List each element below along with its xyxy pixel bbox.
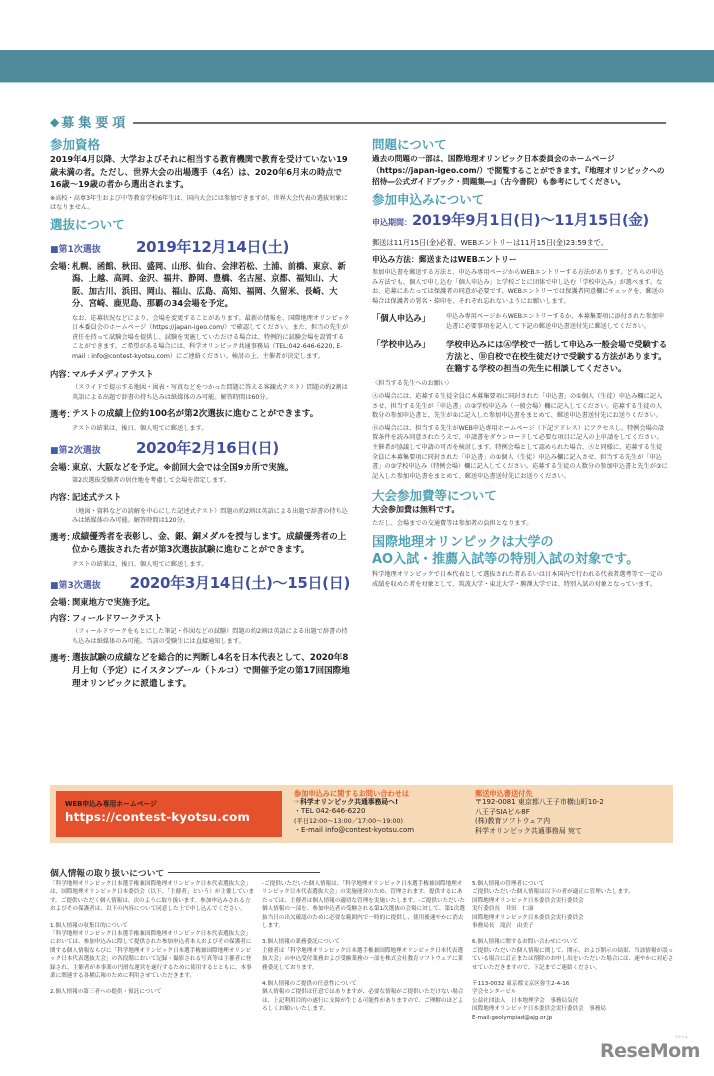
school-application: 「学校申込み」 学校申込みにはⒶ学校で一括して申込み一般会場で受験する方法と、Ⓑ自校で在校生徒だけで受験する方法があります。在籍する学校の担当の先生に相談してください。 xyxy=(372,338,668,374)
privacy-header xyxy=(50,866,320,879)
privacy-section-2-head: 2.個人情報の第三者への提供・預託について xyxy=(50,989,162,996)
privacy-column-2 xyxy=(262,880,467,1022)
privacy-column-3 xyxy=(472,880,677,1030)
inquiry-email[interactable]: ・E-mail info@contest-kyotsu.com xyxy=(294,826,415,834)
application-period: 申込期間： 2019年9月1日(日)〜11月15日(金) xyxy=(372,209,668,230)
round1-venue: 会場： 札幌、函館、秋田、盛岡、山形、仙台、会津若松、土浦、前橋、東京、新潟、上越、高岡、金沢、福井、静岡、豊橋、名古屋、京都、福知山、大阪、加古川、浜田、岡山、福山、広島、高知、福岡、久留米、長崎、大分、宮崎、鹿児島、那覇の34会場を予定。 xyxy=(50,260,346,309)
mailing-line: 八王子SIAビル8F xyxy=(475,807,530,816)
round1-judge: 選考： テストの成績上位約100名が第2次選抜に進むことができます。 xyxy=(50,409,319,420)
round1-marker: ■第1次選抜 xyxy=(50,244,101,255)
fees-body: 大会参加費は無料です。 xyxy=(372,505,460,515)
top-banner xyxy=(0,50,714,83)
privacy-section-6: 6.個人情報に関するお問い合わせについて ご提供いただいた個人情報に関して、開示、および開示の結果、当該情報が誤っている場合に訂正または削除のお申し出をいただいた場合には、速やかに対応させていただきますので、下記までご連絡ください。 xyxy=(472,939,674,971)
page-title: 募集要項 xyxy=(61,116,130,131)
logo-ruby: リセマム xyxy=(674,1035,688,1039)
privacy-address: 〒113-0032 東京都文京区弥生2-4-16 学会センタービル 公益社団法人 日本地理学会 事務局気付 国際地理オリンピック日本委員会実行委員会 事務局 E-mail:geolympiad@ajg.or.jp xyxy=(472,980,677,1022)
page-header xyxy=(50,112,666,131)
round3-venue: 会場： 関東地方で実施予定。 xyxy=(50,597,155,608)
individual-application: 「個人申込み」 申込み専用ページからWEBエントリーするか、本募集要項に添付された参加申込書に必要事項を記入して下記の郵送申込書送付先に郵送してください。 xyxy=(372,313,665,330)
fees-heading: 大会参加費等について xyxy=(372,488,497,504)
round2-date: 2020年2月16日(日) xyxy=(136,438,279,457)
round2-marker: ■第2次選抜 xyxy=(50,445,101,456)
privacy-section-5: 5.個人情報の管理者について ご提供いただいた個人情報は以下の者が適正に管理いたします。 国際地理オリンピック日本委員会実行委員会 実行委員長 井田 仁康 国際地理オリンピック日本委員会実行委員会 事務局長 滝沢 由美子 xyxy=(472,881,634,930)
mailing-line: 〒192-0081 東京都八王子市横山町10-2 xyxy=(475,798,604,806)
mailing-heading: 郵送申込書送付先 xyxy=(475,789,533,798)
problems-heading: 問題について xyxy=(372,137,447,152)
teacher-request-heading: 〈担当する先生へのお願い〉 xyxy=(372,380,453,388)
inquiry-heading: 参加申込みに関するお問い合わせは xyxy=(294,789,410,798)
method-heading: 申込み方法：郵送またはWEBエントリー xyxy=(372,254,517,264)
privacy-section-3: 3.個人情報の業務委託について 主催者は「科学地理オリンピック日本選手権兼国際地理オリンピック日本代表選抜大会」の申込受付業務および受験業務の一部を株式会社教育ソフトウェアに業務委託しております。 xyxy=(262,939,464,971)
round1-date: 2019年12月14日(土) xyxy=(136,237,290,256)
web-application-url[interactable]: https://contest-kyotsu.com xyxy=(65,810,250,824)
round3-header xyxy=(50,572,350,593)
admissions-body: 科学地理オリンピックで日本代表として選抜された者あるいは日本国内で行われる代表者選考等で一定の成績を収めた者を対象として、筑波大学・東北大学・駒澤大学では、特別入試の対象となっています。 xyxy=(372,571,663,589)
round3-content: 内容： フィールドワークテスト xyxy=(50,612,163,623)
application-heading: 参加申込みについて xyxy=(372,191,485,207)
deadline-note: 郵送は11月15日(金)必着、WEBエントリーは11月15日(金)23:59まで。 xyxy=(372,237,608,250)
problems-body: 過去の問題の一部は、国際地理オリンピック日本委員会のホームページ（https://japan-igeo.com/）で閲覧することができます。『地理オリンピックへの招待―公式ガイドブック・問題集―』（古今書院）も参考にしてください。 xyxy=(372,154,665,186)
round3-content-note: （フィールドワークをもとにした筆記・作図などの試験）問題の約2割は英語による出題で辞書の持ち込みは紙媒体のみ可能。当該の受験生には直接通知します。 xyxy=(72,628,348,645)
web-application-box[interactable] xyxy=(56,791,282,837)
inquiry-block xyxy=(294,789,434,836)
mailing-line: (株)教育ソフトウェア内 xyxy=(475,817,551,825)
privacy-section-1: 1.個人情報の収集目的について 「科学地理オリンピック日本選手権兼国際地理オリンピック日本代表選抜大会」においては、参加申込みに際して提供された参加申込者本人およびその保護者に関する個人情報ならびに「科学地理オリンピック日本選手権兼国際地理オリンピック日本代表選抜大会」の各段階において記録・撮影される写真等は主催者に登録され、主催者が本事業の円滑な運営を遂行するために使用するとともに、本事業に関連する各種広報のために利用させていただきます。 xyxy=(50,922,252,980)
teacher-request-a: Ⓐの場合には、応募する生徒全員に本募集要項に同封された「申込書」の①個人（生徒）申込み欄に記入させ、担当する先生が「申込書」の②学校申込み（一般会場）欄に記入してください。応募する生徒の人数分の参加申込書と、先生が②に記入した参加申込書をまとめて、郵送申込書送付先にお送りください。 xyxy=(372,393,663,420)
header-rule xyxy=(133,122,666,124)
round2-header xyxy=(50,437,350,458)
round3-marker: ■第3次選抜 xyxy=(50,581,101,592)
admissions-heading-1: 国際地理オリンピックは大学の xyxy=(372,535,554,551)
round2-judge-note: テストの結果は、後日、個人宛てに郵送します。 xyxy=(72,560,208,568)
round1-venue-note: なお、応募状況などにより、会場を変更することがあります。最新の情報を、国際地理オリンピック日本委員会のホームページ（https://japan-igeo.com/）で確認してください。また、担当の先生が責任を持って試験会場を提供し、試験を実施していただける場合は、特例的に試験会場を設置することができます。ご希望がある場合には、科学オリンピック共通事務局（TEL:042-646-6220, E-mail : info@contest-kyotsu.com）にご連絡ください。検討の上、主催者が決定します。 xyxy=(72,314,350,361)
mailing-line: 科学オリンピック共通事務局 宛て xyxy=(475,826,582,835)
eligibility-body: 2019年4月以降、大学およびそれに相当する教育機関で教育を受けていない19歳未満の者。ただし、世界大会の出場選手（4名）は、2020年6月末の時点で16歳〜19歳の者から選出されます。 xyxy=(50,154,348,189)
web-application-label: WEB申込み専用ホームページ xyxy=(65,800,157,808)
left-column xyxy=(50,134,350,691)
mailing-address-block xyxy=(475,789,665,836)
privacy-section-4: 4.個人情報のご提供の任意性について 個人情報のご提供は任意ではありますが、必要な情報がご提供いただけない場合は、上記利用目的の遂行に支障が生じる可能性がありますので、ご理解のほどよろしくお願いいたします。 xyxy=(262,981,464,1013)
round2-content-note: （地図・資料などの読解を中心にした記述式テスト）問題の約2割は英語による出題で辞書の持ち込みは紙媒体のみ可能。解答時間は120分。 xyxy=(72,507,348,525)
privacy-rule xyxy=(168,872,320,873)
round2-venue: 会場： 東京、大阪などを予定。※前回大会では全国9カ所で実施。 xyxy=(50,461,294,472)
application-period-date: 2019年9月1日(日)〜11月15日(金) xyxy=(412,212,649,229)
admissions-heading-2: AO入試・推薦入試等の特別入試の対象です。 xyxy=(372,552,640,568)
round3-judge: 選考： 選抜試験の成績などを総合的に判断し4名を日本代表として、2020年8月上旬（予定）にイスタンブール（トルコ）で開催予定の第17回国際地理オリンピックに派遣します。 xyxy=(50,652,350,689)
contact-box xyxy=(50,785,673,843)
round1-judge-note: テストの結果は、後日、個人宛てに郵送します。 xyxy=(72,425,208,433)
right-column xyxy=(372,134,668,590)
diamond-icon: ◆ xyxy=(50,114,60,129)
round2-judge: 選考： 成績優秀者を表彰し、金、銀、銅メダルを授与します。成績優秀者の上位から選抜された者が第3次選抜試験に進むことができます。 xyxy=(50,531,347,555)
selection-heading: 選抜について xyxy=(50,216,125,232)
round2-content: 内容： 記述式テスト xyxy=(50,492,122,503)
inquiry-sub: ☞科学オリンピック共通事務局へ! xyxy=(294,798,399,806)
inquiry-hours: (平日12:00〜13:00／17:00〜19:00) xyxy=(294,817,403,825)
resemom-logo xyxy=(600,1035,700,1062)
round3-date: 2020年3月14日(土)〜15日(日) xyxy=(129,574,350,593)
privacy-column-1 xyxy=(50,880,255,1005)
round1-header xyxy=(50,236,350,257)
round1-content-note: （スライドで提示する地図・図表・写真などをつかった問題に答える客観式テスト）問題の約2割は英語による出題で辞書の持ち込みは紙媒体のみ可能。解答時間は60分。 xyxy=(72,384,348,401)
inquiry-tel: ・TEL 042-646-6220 xyxy=(294,807,366,815)
round2-venue-note: 第2次選抜受験者の居住地を考慮して会場を指定します。 xyxy=(72,477,231,485)
privacy-intro: 「科学地理オリンピック日本選手権兼国際地理オリンピック日本代表選抜大会」は、国際地理オリンピック日本委員会（以下、「主催者」という）が主催しています。ご提供いただく個人情報は、次のように取り扱います。参加申込みされる方およびその保護者は、以下の内容について同意した上で申し込んでください。 xyxy=(50,881,254,913)
fees-note: ただし、会場までの交通費等は参加者の負担となります。 xyxy=(372,519,533,527)
privacy-section-2: -ご提供いただいた個人情報は、「科学地理オリンピック日本選手権兼国際地理オリンピック日本代表選抜大会」の実施運営のため、管理されます。提供するにあたっては、主催者は個人情報の適切な管理を実施いたします。-ご提供いただいた個人情報の一部を、参加申込者の受験される第1次選抜の会場に対して、第1次選抜当日の出欠確認のために必要な範囲内で一時的に提供し、使用後速やかに消去します。 xyxy=(262,881,465,930)
eligibility-heading: 参加資格 xyxy=(50,137,101,152)
privacy-title: 個人情報の取り扱いについて xyxy=(50,869,165,879)
teacher-request-b: Ⓑの場合には、担当する先生がWEB申込専用ホームページ（下記アドレス）にアクセスし、特例会場の設置条件を読み同意されたうえで、申請書をダウンロードして必要な項目に記入の上申請をしてください。主催者が協議して申請の可否を検討します。特例会場として認められた場合、Ⓐと同様に、応募する生徒全員に本募集要項に同封された「申込書」の①個人（生徒）申込み欄に記入させ、担当する先生が「申込書」の③学校申込み（特例会場）欄に記入してください。応募する生徒の人数分の参加申込書と先生が③に記入した参加申込書をまとめて、郵送申込書送付先にお送りください。 xyxy=(372,424,668,480)
logo-text: ReseMom xyxy=(600,1040,700,1062)
eligibility-note: ※高校・高専3年生および中等教育学校6年生は、国内大会には参加できますが、世界大会代表の選抜対象にはなりません。 xyxy=(50,194,348,212)
method-body: 参加申込書を郵送する方法と、申込み専用ページからWEBエントリーする方法があります。どちらの申込み方法でも、個人で申し込む「個人申込み」と学校ごとに団体で申し込む「学校申込み」が選べます。なお、応募にあたっては保護者の同意が必要です。WEBエントリーでは保護者同意欄にチェックを、郵送の場合は保護者の署名・捺印を、それぞれ忘れないようにお願いします。 xyxy=(372,269,665,305)
privacy-email[interactable]: E-mail:geolympiad@ajg.or.jp xyxy=(472,1014,553,1021)
round1-content: 内容： マルチメディアテスト xyxy=(50,368,154,379)
